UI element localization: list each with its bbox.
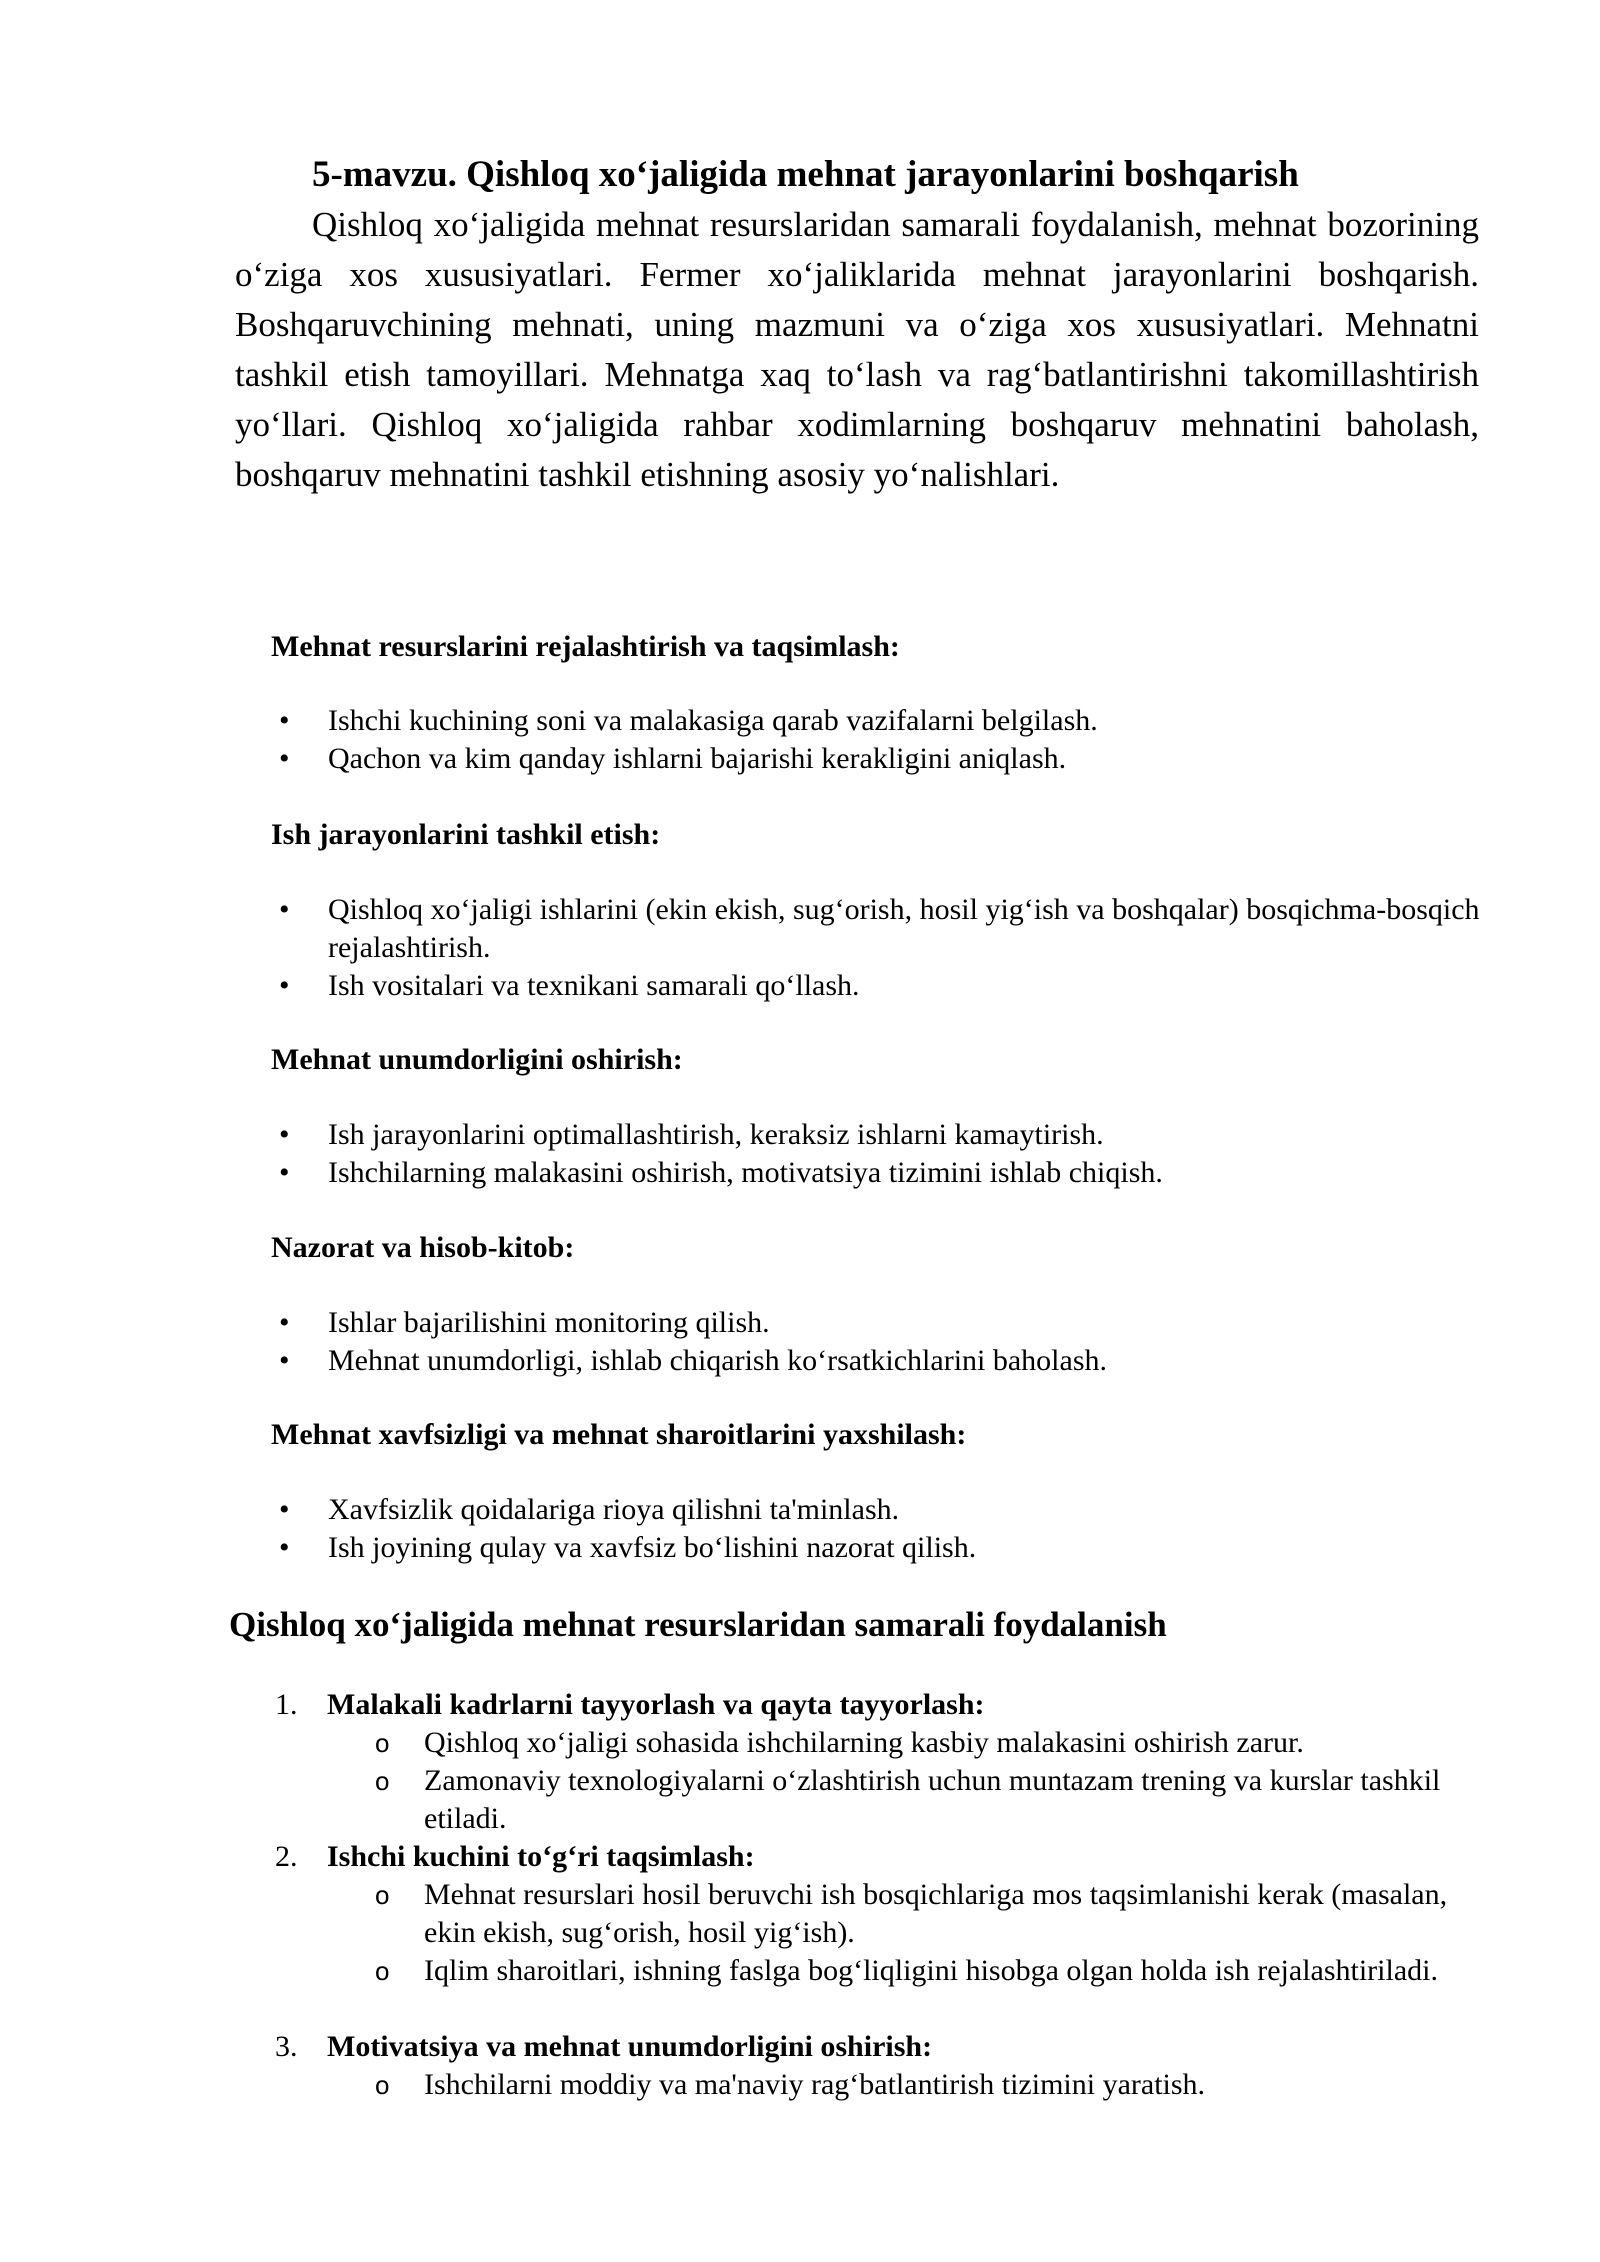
bullet-list [271, 891, 1501, 1005]
list-item: • Ishchilarning malakasini oshirish, motivatsiya tizimini ishlab chiqish. [271, 1154, 1501, 1192]
section-heading: Qishloq xo‘jaligida mehnat resurslaridan samarali foydalanish [229, 1605, 1167, 1644]
circle-bullet-icon: o [375, 1728, 390, 1758]
bullet-icon: • [279, 893, 290, 926]
list-item: • Qishloq xo‘jaligi ishlarini (ekin ekish, sug‘orish, hosil yig‘ish va boshqalar) bosqichma-bosqich rejalashtirish. [279, 893, 1480, 964]
page-title: 5-mavzu. Qishloq xo‘jaligida mehnat jarayonlarini boshqarish [312, 154, 1299, 195]
bullet-icon: • [279, 704, 290, 737]
sub-list-item: o Qishloq xo‘jaligi sohasida ishchilarning kasbiy malakasini oshirish zarur. [372, 1724, 1452, 1762]
bullet-list [271, 1491, 1501, 1567]
intro-paragraph: Qishloq xo‘jaligida mehnat resurslaridan samarali foydalanish, mehnat bozorining o‘ziga xos xususiyatlari. Fermer xo‘jaliklarida mehnat jarayonlarini boshqarish. Boshqaruvchining mehnati, uning mazmuni va o‘ziga xos xususiyatlari. Mehnatni tashkil etish tamoyillari. Mehnatga xaq to‘lash va rag‘batlantirishni takomillashtirish yo‘llari. Qishloq xo‘jaligida rahbar xodimlarning boshqaruv mehnatini baholash, boshqaruv mehnatini tashkil etishning asosiy yo‘nalishlari. [235, 205, 1479, 494]
numbered-item-title: 2. Ishchi kuchini to‘g‘ri taqsimlash: [275, 1840, 755, 1873]
circle-bullet-icon: o [375, 2070, 390, 2100]
section-title: Mehnat unumdorligini oshirish: [271, 1043, 683, 1076]
list-item: • Ishchi kuchining soni va malakasiga qarab vazifalarni belgilash. [271, 702, 1501, 740]
bullet-list [271, 702, 1501, 778]
list-item: • Ish joyining qulay va xavfsiz bo‘lishini nazorat qilish. [271, 1529, 1501, 1567]
section-title: Ish jarayonlarini tashkil etish: [271, 818, 661, 851]
circle-bullet-icon: o [375, 1766, 390, 1796]
list-item: • Ishlar bajarilishini monitoring qilish. [271, 1304, 1501, 1342]
numbered-item-title: 1. Malakali kadrlarni tayyorlash va qayta tayyorlash: [275, 1688, 985, 1721]
sub-list-item: o Ishchilarni moddiy va ma'naviy rag‘batlantirish tizimini yaratish. [372, 2066, 1452, 2104]
list-item: • Ish vositalari va texnikani samarali qo‘llash. [271, 967, 1501, 1005]
circle-bullet-icon: o [375, 1956, 390, 1986]
circle-bullet-icon: o [375, 1880, 390, 1910]
sub-list [372, 1724, 1452, 1838]
sub-list [372, 1876, 1452, 1990]
sub-list-item: o Zamonaviy texnologiyalarni o‘zlashtirish uchun muntazam trening va kurslar tashkil etiladi. [375, 1764, 1441, 1835]
sub-list-item: o Mehnat resurslari hosil beruvchi ish bosqichlariga mos taqsimlanishi kerak (masalan, ekin ekish, sug‘orish, hosil yig‘ish). [375, 1878, 1448, 1949]
list-item: • Qachon va kim qanday ishlarni bajarishi kerakligini aniqlash. [271, 740, 1501, 778]
bullet-icon: • [279, 1531, 290, 1564]
bullet-icon: • [279, 1306, 290, 1339]
bullet-icon: • [279, 1118, 290, 1151]
bullet-icon: • [279, 969, 290, 1002]
bullet-icon: • [279, 1493, 290, 1526]
section-title: Mehnat xavfsizligi va mehnat sharoitlarini yaxshilash: [271, 1418, 967, 1451]
bullet-list [271, 1304, 1501, 1380]
list-item: • Ish jarayonlarini optimallashtirish, keraksiz ishlarni kamaytirish. [271, 1116, 1501, 1154]
sub-list-item: o Iqlim sharoitlari, ishning faslga bog‘liqligini hisobga olgan holda ish rejalashtiriladi. [372, 1952, 1452, 1990]
bullet-list [271, 1116, 1501, 1192]
list-item: • Mehnat unumdorligi, ishlab chiqarish ko‘rsatkichlarini baholash. [271, 1342, 1501, 1380]
sub-list [372, 2066, 1452, 2104]
numbered-item-title: 3. Motivatsiya va mehnat unumdorligini oshirish: [275, 2030, 933, 2063]
section-title: Nazorat va hisob-kitob: [271, 1231, 575, 1264]
section-title: Mehnat resurslarini rejalashtirish va taqsimlash: [271, 630, 900, 663]
bullet-icon: • [279, 742, 290, 775]
bullet-icon: • [279, 1344, 290, 1377]
list-item: • Xavfsizlik qoidalariga rioya qilishni ta'minlash. [271, 1491, 1501, 1529]
bullet-icon: • [279, 1156, 290, 1189]
